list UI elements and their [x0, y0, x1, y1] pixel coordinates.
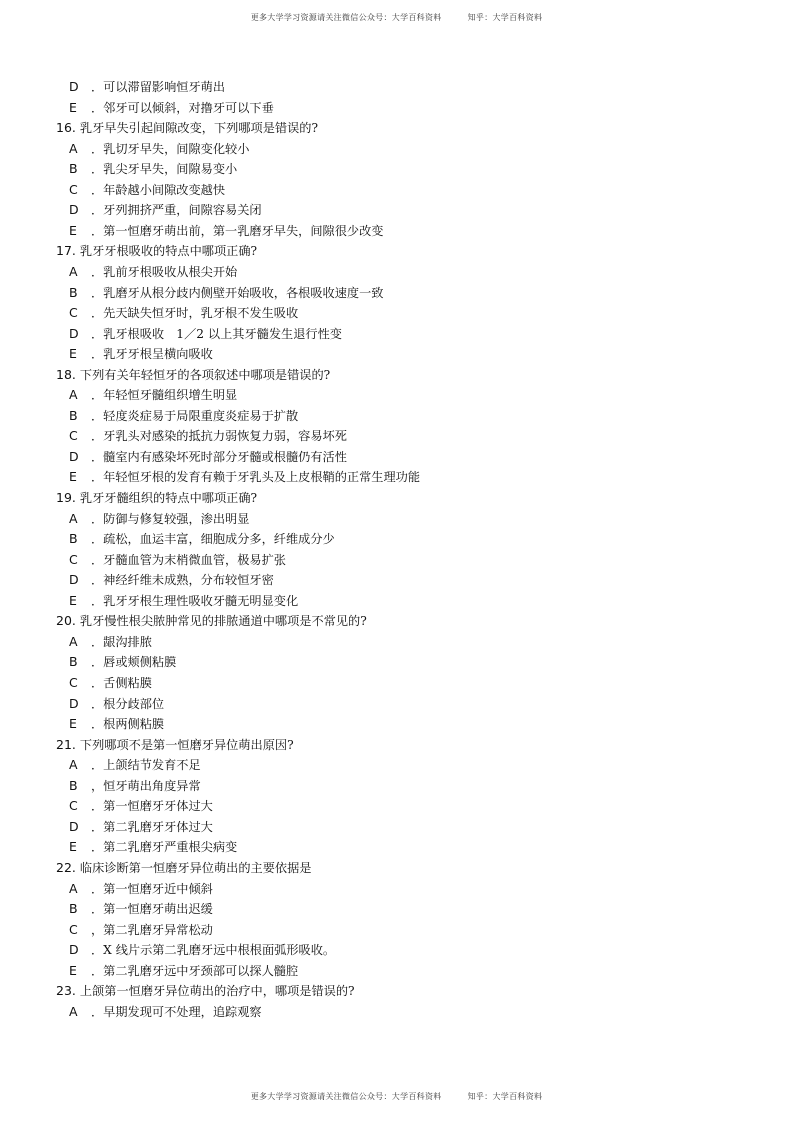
answer-option [69, 694, 164, 714]
answer-option [69, 529, 335, 549]
question-stem [56, 981, 355, 1001]
question-text: 下列哪项不是第一恒磨牙异位萌出原因? [79, 737, 294, 752]
option-text: ．乳牙牙根生理性吸收牙髓无明显变化 [91, 593, 299, 608]
option-letter: D [69, 942, 79, 958]
option-letter: C [69, 181, 78, 197]
answer-option [69, 817, 213, 837]
question-number: 20. [56, 613, 76, 629]
footer-wechat-note: 更多大学学习资源请关注微信公众号：大学百科资料 [250, 1092, 442, 1101]
answer-option [69, 591, 298, 611]
option-text: ．第一恒磨牙牙体过大 [91, 799, 213, 814]
option-text: ．第一恒磨牙萌出前，第一乳磨牙早失，间隙很少改变 [91, 223, 384, 238]
question-stem [56, 488, 257, 508]
answer-option [69, 550, 286, 570]
option-letter: B [69, 531, 78, 547]
option-text: ．牙乳头对感染的抵抗力弱恢复力弱，容易坏死 [91, 429, 347, 444]
answer-option [69, 283, 384, 303]
option-letter: A [69, 633, 78, 649]
option-text: ．疏松，血运丰富，细胞成分多，纤维成分少 [91, 532, 335, 547]
answer-option [69, 426, 347, 446]
question-text: 乳牙慢性根尖脓肿常见的排脓通道中哪项是不常见的? [79, 614, 367, 629]
answer-option [69, 755, 201, 775]
option-text: ．乳尖牙早失，间隙易变小 [91, 162, 238, 177]
option-letter: A [69, 387, 78, 403]
option-letter: B [69, 901, 78, 916]
answer-option [69, 961, 298, 981]
option-letter: B [69, 161, 78, 177]
page-footer [0, 1091, 793, 1102]
option-letter: A [69, 1003, 78, 1019]
option-text: ．第一恒磨牙萌出迟缓 [91, 902, 213, 916]
answer-option [69, 98, 274, 118]
option-letter: E [69, 222, 77, 238]
answer-option [69, 940, 335, 960]
option-text: ．神经纤维未成熟，分布较恒牙密 [91, 573, 274, 588]
option-letter: C [69, 428, 78, 444]
option-letter: D [69, 202, 79, 218]
option-letter: E [69, 346, 77, 362]
option-letter: C [69, 798, 78, 814]
option-letter: D [69, 818, 79, 834]
option-text: ．牙列拥挤严重，间隙容易关闭 [91, 203, 262, 218]
option-letter: D [69, 572, 79, 588]
option-letter: A [69, 510, 78, 526]
answer-option [69, 796, 213, 816]
answer-option [69, 159, 237, 179]
question-number: 17. [56, 243, 76, 259]
option-letter: A [69, 880, 78, 896]
answer-option [69, 632, 152, 652]
question-stem [56, 241, 257, 261]
option-text: ．防御与修复较强，渗出明显 [91, 511, 250, 526]
option-text: ．第二乳磨牙远中牙颈部可以探人髓腔 [91, 963, 299, 978]
answer-option [69, 344, 213, 364]
option-text: ．X 线片示第二乳磨牙远中根根面弧形吸收。 [91, 943, 336, 958]
option-text: ．乳牙牙根呈横向吸收 [91, 347, 213, 362]
answer-option [69, 262, 237, 282]
answer-option [69, 570, 274, 590]
option-letter: B [69, 407, 78, 423]
page-header [0, 12, 793, 23]
answer-option [69, 139, 249, 159]
option-text: ．先天缺失恒牙时，乳牙根不发生吸收 [91, 306, 299, 321]
option-letter: D [69, 79, 79, 94]
option-letter: E [69, 716, 77, 732]
option-letter: D [69, 448, 79, 464]
answer-option [69, 879, 213, 899]
option-text: ．早期发现可不处理，追踪观察 [91, 1004, 262, 1019]
option-letter: E [69, 592, 77, 608]
question-text: 乳牙牙根吸收的特点中哪项正确? [79, 244, 258, 259]
answer-option [69, 837, 237, 857]
answer-option [69, 1002, 262, 1022]
answer-option [69, 385, 237, 405]
answer-option [69, 180, 225, 200]
answer-option [69, 776, 201, 796]
question-stem [56, 611, 367, 631]
question-number: 22. [56, 859, 76, 875]
option-text: ，第二乳磨牙异常松动 [91, 922, 213, 937]
header-wechat-note: 更多大学学习资源请关注微信公众号：大学百科资料 [250, 13, 442, 22]
option-text: ．年龄越小间隙改变越快 [91, 182, 226, 197]
question-text: 乳牙牙髓组织的特点中哪项正确? [79, 491, 258, 505]
option-text: ．乳磨牙从根分歧内侧壁开始吸收，各根吸收速度一致 [91, 285, 384, 300]
option-letter: C [69, 305, 78, 321]
answer-option [69, 509, 249, 529]
option-text: ．乳切牙早失，间隙变化较小 [91, 141, 250, 156]
answer-option [69, 899, 213, 919]
option-text: ．第二乳磨牙牙体过大 [91, 819, 213, 834]
option-text: ．牙髓血管为末梢微血管，极易扩张 [91, 552, 286, 567]
option-letter: E [69, 839, 77, 855]
answer-option [69, 467, 420, 487]
option-text: ．年轻恒牙根的发育有赖于牙乳头及上皮根鞘的正常生理功能 [91, 470, 421, 485]
question-number: 16. [56, 120, 76, 136]
option-text: ．唇或颊侧粘膜 [91, 655, 177, 670]
question-text: 乳牙早失引起间隙改变，下列哪项是错误的? [79, 121, 318, 136]
answer-option [69, 920, 213, 940]
option-letter: A [69, 140, 78, 156]
question-stem [56, 858, 311, 878]
question-stem [56, 118, 318, 138]
option-text: ．邻牙可以倾斜，对撸牙可以下垂 [91, 100, 274, 115]
option-letter: D [69, 695, 79, 711]
option-text: ．可以滞留影响恒牙萌出 [91, 80, 226, 94]
option-text: ．乳前牙根吸收从根尖开始 [91, 265, 238, 279]
option-text: ．根两侧粘膜 [91, 717, 165, 732]
option-letter: B [69, 284, 78, 300]
option-letter: A [69, 757, 78, 773]
option-letter: B [69, 777, 78, 793]
answer-option [69, 714, 164, 734]
answer-option [69, 221, 384, 241]
option-letter: C [69, 921, 78, 937]
option-text: ．年轻恒牙髓组织增生明显 [91, 388, 238, 403]
question-text: 上颌第一恒磨牙异位萌出的治疗中，哪项是错误的? [79, 984, 355, 999]
option-letter: E [69, 469, 77, 485]
option-text: ．上颌结节发育不足 [91, 758, 201, 773]
option-text: ．根分歧部位 [91, 696, 165, 711]
answer-option [69, 652, 176, 672]
option-letter: E [69, 962, 77, 978]
option-text: ．髓室内有感染坏死时部分牙髓或根髓仍有活性 [91, 449, 347, 464]
option-text: ．龈沟排脓 [91, 634, 152, 649]
option-letter: A [69, 264, 78, 279]
header-zhihu-note: 知乎：大学百科资料 [467, 13, 543, 22]
option-letter: B [69, 654, 78, 670]
footer-zhihu-note: 知乎：大学百科资料 [467, 1092, 543, 1101]
answer-option [69, 447, 347, 467]
option-text: ．第一恒磨牙近中倾斜 [91, 881, 213, 896]
answer-option [69, 324, 342, 344]
option-text: ，恒牙萌出角度异常 [91, 778, 201, 793]
option-letter: C [69, 675, 78, 690]
question-stem [56, 365, 330, 385]
option-text: ．第二乳磨牙严重根尖病变 [91, 840, 238, 855]
option-text: ．乳牙根吸收 1／2 以上其牙髓发生退行性变 [91, 326, 342, 341]
question-stem [56, 735, 294, 755]
answer-option [69, 77, 225, 97]
option-letter: E [69, 99, 77, 115]
question-text: 下列有关年轻恒牙的各项叙述中哪项是错误的? [79, 367, 331, 382]
answer-option [69, 200, 262, 220]
option-text: ．轻度炎症易于局限重度炎症易于扩散 [91, 408, 299, 423]
option-text: ．舌侧粘膜 [91, 676, 152, 690]
option-letter: C [69, 551, 78, 567]
question-number: 21. [56, 736, 76, 752]
answer-option [69, 303, 298, 323]
question-number: 19. [56, 490, 76, 505]
option-letter: D [69, 325, 79, 341]
answer-option [69, 673, 152, 693]
answer-option [69, 406, 298, 426]
question-number: 23. [56, 983, 76, 999]
question-text: 临床诊断第一恒磨牙异位萌出的主要依据是 [79, 860, 312, 875]
question-number: 18. [56, 366, 76, 382]
